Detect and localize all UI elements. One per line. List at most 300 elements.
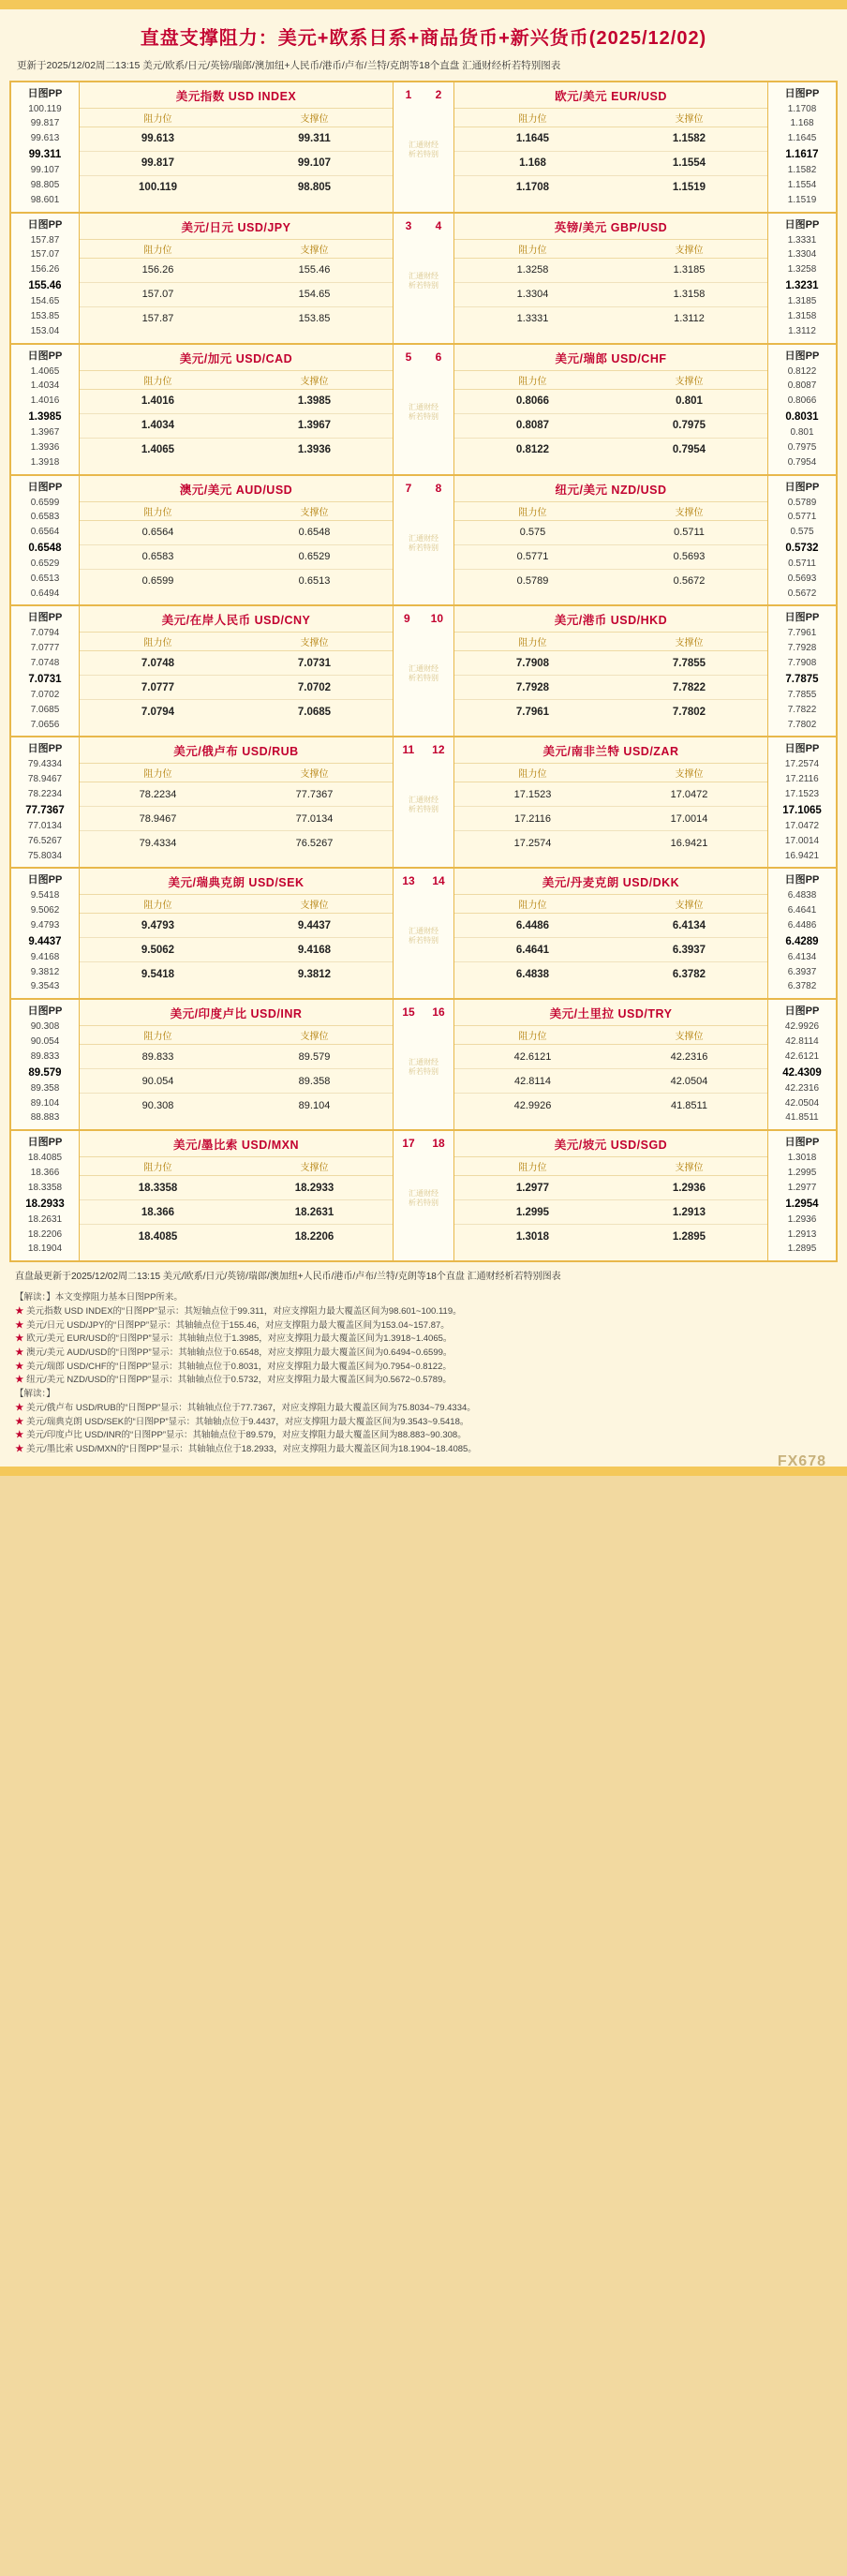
index-right: 10 [430,612,443,626]
table-row [80,152,393,176]
pivot-level: 18.2933 [25,1198,65,1210]
table-row [454,1176,767,1200]
pivot-level: 1.1645 [787,133,817,144]
side-header: 日图PP [784,1005,820,1018]
support-value: 99.107 [297,157,332,170]
side-header: 日图PP [784,874,820,886]
side-header: 日图PP [784,612,820,624]
pivot-level: 7.7908 [787,658,817,669]
support-value: 42.0504 [670,1075,708,1087]
pivot-level: 0.5672 [787,588,817,599]
resistance-value: 0.8066 [515,395,550,408]
column-header: 阻力位 [143,769,172,781]
support-value: 0.7954 [672,444,706,456]
column-header: 阻力位 [518,901,547,912]
pair-title: 纽元/美元 NZD/USD [555,483,667,497]
pivot-level: 42.8114 [785,1036,819,1048]
table-row [454,676,767,700]
pair-title: 澳元/美元 AUD/USD [179,483,293,497]
resistance-value: 1.4016 [141,395,175,408]
table-row [454,782,767,807]
index-left: 11 [402,743,415,757]
pair-block [9,736,838,867]
column-header: 阻力位 [518,245,547,256]
pivot-level: 1.3112 [788,325,816,336]
center-index-column [394,345,453,474]
explain-line: ★ 美元/印度卢比 USD/INR的“日图PP”显示：其轴轴点位于89.579，对应支撑阻力最大覆盖区间为88.883~90.308。 [15,1430,467,1441]
resistance-value: 99.613 [141,133,175,145]
support-value: 98.805 [297,182,332,194]
side-header: 日图PP [784,743,820,755]
side-header: 日图PP [784,1137,820,1149]
column-header: 阻力位 [518,113,547,125]
pivot-level: 1.3158 [787,310,817,321]
right-pair-table [453,82,768,212]
resistance-support-header [80,632,393,651]
pair-title: 美元/坡元 USD/SGD [554,1139,668,1153]
pivot-level: 99.817 [30,118,60,129]
table-row [454,962,767,986]
explain-title-1: 【解读：】本文变撑阻力基本日图PP所来。 [15,1292,183,1303]
pivot-level: 0.5789 [787,497,817,508]
pivot-level: 6.4486 [787,919,817,931]
pair-title: 美元/印度卢比 USD/INR [170,1007,303,1021]
pair-block [9,998,838,1129]
left-pivot-column [11,1131,79,1260]
pivot-level: 1.2977 [787,1182,817,1193]
table-row [80,545,393,570]
table-row [80,521,393,545]
left-pivot-column [11,869,79,998]
pivot-level: 98.601 [30,194,60,205]
support-value: 18.2631 [294,1206,334,1218]
pivot-level: 9.5418 [30,890,60,901]
pivot-level: 6.4641 [787,905,817,916]
pivot-level: 98.805 [30,180,60,191]
pivot-level: 76.5267 [27,835,63,846]
index-left: 15 [402,1005,415,1020]
pivot-level: 9.4437 [28,935,62,947]
pivot-level: 1.3918 [30,456,60,468]
table-row [454,127,767,152]
index-right: 14 [432,874,445,888]
support-value: 153.85 [298,313,331,325]
resistance-value: 0.8087 [515,420,550,432]
column-header: 支撑位 [300,113,329,125]
left-pair-table [79,82,394,212]
resistance-value: 7.7928 [515,681,550,693]
resistance-value: 157.87 [141,313,174,325]
right-pair-table [453,345,768,474]
right-pivot-column [768,476,836,605]
center-index-column [394,82,453,212]
support-value: 89.579 [298,1050,331,1063]
resistance-value: 9.4793 [141,919,175,931]
pivot-level: 100.119 [28,103,62,114]
block-index-numbers [394,869,453,887]
side-header: 日图PP [27,1005,63,1018]
pivot-level: 99.311 [28,149,62,161]
pivot-level: 0.575 [790,527,814,538]
table-row [80,1045,393,1069]
support-value: 7.0685 [297,706,332,718]
support-value: 9.4168 [297,944,332,956]
support-value: 7.7855 [672,657,706,669]
pivot-level: 1.3258 [787,264,817,275]
support-value: 7.7822 [672,681,706,693]
resistance-value: 7.0777 [141,681,175,693]
pair-title: 美元/土里拉 USD/TRY [549,1007,673,1021]
column-header: 支撑位 [675,769,704,781]
table-row [454,152,767,176]
pair-title: 美元/日元 USD/JPY [181,220,291,234]
pivot-level: 157.07 [30,249,60,261]
right-pair-table [453,606,768,736]
side-header: 日图PP [27,612,63,624]
index-right: 18 [432,1137,445,1151]
explain-line: ★ 美元/墨比索 USD/MXN的“日图PP”显示：其轴轴点位于18.2933，对应支撑阻力最大覆盖区间为18.1904~18.4085。 [15,1444,477,1455]
pair-title: 美元/瑞郎 USD/CHF [555,351,667,365]
pivot-level: 90.054 [30,1036,60,1048]
explain-line: ★ 美元/瑞典克朗 USD/SEK的“日图PP”显示：其轴轴点位于9.4437，对应支撑阻力最大覆盖区间为9.3543~9.5418。 [15,1416,469,1427]
resistance-value: 1.4034 [141,420,175,432]
page-title: 直盘支撑阻力：美元+欧系日系+商品货币+新兴货币(2025/12/02) [0,9,847,57]
pivot-level: 0.5732 [785,542,819,554]
left-pivot-column [11,1000,79,1129]
pivot-level: 1.4034 [30,380,60,392]
column-header: 阻力位 [143,507,172,518]
block-index-numbers [394,82,453,101]
support-value: 41.8511 [671,1099,707,1111]
support-value: 1.2936 [672,1182,706,1194]
support-value: 1.3112 [674,313,705,325]
source-watermark: 汇通财经 析若特别 [409,1058,438,1077]
pivot-level: 6.4838 [787,890,817,901]
pair-title: 美元/瑞典克朗 USD/SEK [168,876,305,890]
table-row [80,938,393,962]
resistance-value: 1.1645 [515,133,550,145]
pivot-level: 90.308 [30,1021,60,1033]
resistance-support-header [454,501,767,521]
support-value: 1.1582 [672,133,706,145]
pivot-level: 1.3304 [787,249,817,261]
column-header: 支撑位 [300,769,329,781]
right-pivot-column [768,1000,836,1129]
pivot-level: 78.2234 [27,788,63,799]
center-index-column [394,476,453,605]
index-left: 17 [402,1137,415,1151]
support-value: 18.2933 [294,1182,334,1194]
resistance-support-header [80,239,393,259]
resistance-value: 0.6599 [141,575,174,587]
pivot-level: 9.3543 [30,981,60,992]
column-header: 阻力位 [518,638,547,649]
pair-title: 欧元/美元 EUR/USD [555,89,667,103]
column-header: 支撑位 [300,1163,329,1174]
left-pair-table [79,1131,394,1260]
table-row [80,570,393,593]
table-row [454,283,767,307]
resistance-value: 78.9467 [139,812,177,825]
table-row [80,831,393,855]
resistance-value: 1.3258 [516,264,549,276]
resistance-support-header [80,1025,393,1045]
table-row [454,807,767,831]
support-value: 0.5693 [673,551,706,562]
pivot-level: 7.7928 [787,643,817,654]
pair-title: 美元/丹麦克朗 USD/DKK [542,876,680,890]
support-value: 0.801 [676,395,703,408]
resistance-value: 6.4641 [515,944,550,956]
table-row [80,914,393,938]
source-watermark: 汇通财经 析若特别 [409,271,438,290]
side-header: 日图PP [784,481,820,493]
support-value: 89.358 [298,1075,331,1087]
support-value: 77.0134 [295,812,334,825]
resistance-value: 157.07 [141,289,174,301]
pivot-level: 1.2995 [787,1167,817,1178]
explain-line: ★ 美元/俄卢布 USD/RUB的“日图PP”显示：其轴轴点位于77.7367，对应支撑阻力最大覆盖区间为75.8034~79.4334。 [15,1402,476,1413]
pivot-level: 99.107 [30,165,60,176]
center-index-column [394,1000,453,1129]
resistance-value: 42.6121 [513,1050,552,1063]
right-pivot-column [768,1131,836,1260]
pair-block [9,343,838,474]
column-header: 阻力位 [143,1163,172,1174]
pivot-level: 18.3358 [27,1182,63,1193]
left-pair-table [79,869,394,998]
resistance-value: 79.4334 [139,837,177,849]
explain-line: ★ 纽元/美元 NZD/USD的“日图PP”显示：其轴轴点位于0.5732，对应支撑阻力最大覆盖区间为0.5672~0.5789。 [15,1375,452,1386]
pivot-level: 42.4309 [782,1066,822,1079]
pivot-level: 18.2631 [27,1214,63,1225]
explanation-section [0,1288,847,1467]
column-header: 支撑位 [300,901,329,912]
right-pair-table [453,214,768,343]
pivot-level: 153.04 [30,325,60,336]
column-header: 支撑位 [300,507,329,518]
pivot-level: 9.5062 [30,905,60,916]
side-header: 日图PP [784,218,820,231]
resistance-value: 156.26 [141,264,174,276]
pivot-level: 7.0685 [30,704,60,715]
resistance-value: 90.308 [141,1099,174,1111]
explain-line: ★ 澳元/美元 AUD/USD的“日图PP”显示：其轴轴点位于0.6548，对应支撑阻力最大覆盖区间为0.6494~0.6599。 [15,1348,453,1358]
resistance-value: 7.0794 [141,706,175,718]
block-index-numbers [394,1131,453,1150]
support-value: 0.7975 [672,420,706,432]
pivot-level: 1.3331 [787,234,817,246]
pivot-level: 6.3937 [787,966,817,977]
decorative-bottom-border [0,1467,847,1476]
explain-line: ★ 美元/日元 USD/JPY的“日图PP”显示：其轴轴点位于155.46，对应支撑阻力最大覆盖区间为153.04~157.87。 [15,1319,450,1331]
support-value: 1.3985 [297,395,332,408]
pivot-level: 41.8511 [785,1112,819,1124]
column-header: 支撑位 [675,901,704,912]
center-index-column [394,214,453,343]
support-value: 1.3936 [297,444,332,456]
pivot-level: 42.2316 [784,1082,820,1094]
pivot-level: 0.7954 [787,456,817,468]
resistance-value: 17.2116 [514,812,551,825]
table-row [80,1069,393,1094]
pivot-level: 0.6513 [30,573,60,584]
explain-line: ★ 欧元/美元 EUR/USD的“日图PP”显示：其轴轴点位于1.3985，对应支撑阻力最大覆盖区间为1.3918~1.4065。 [15,1333,453,1345]
source-watermark: 汇通财经 析若特别 [409,927,438,946]
pivot-level: 18.2206 [27,1228,63,1240]
resistance-value: 18.3358 [138,1182,178,1194]
column-header: 支撑位 [675,638,704,649]
table-row [80,127,393,152]
column-header: 支撑位 [675,507,704,518]
resistance-support-header [80,501,393,521]
table-row [454,1225,767,1248]
index-right: 4 [435,218,442,232]
resistance-value: 1.3018 [515,1230,550,1243]
resistance-value: 78.2234 [139,788,177,800]
resistance-support-header [454,632,767,651]
resistance-support-header [454,108,767,127]
pair-block [9,1129,838,1262]
support-value: 1.3185 [673,264,706,276]
pair-title: 美元/在岸人民币 USD/CNY [161,614,311,628]
table-row [454,1094,767,1117]
table-row [454,439,767,462]
pivot-level: 0.5771 [787,512,817,523]
column-header: 阻力位 [143,901,172,912]
support-value: 6.3937 [672,944,706,956]
source-watermark: 汇通财经 析若特别 [409,402,438,421]
resistance-support-header [454,370,767,390]
pivot-level: 77.7367 [25,804,65,816]
pivot-level: 18.4085 [27,1153,63,1164]
right-pivot-column [768,869,836,998]
column-header: 阻力位 [518,1032,547,1043]
resistance-value: 9.5418 [141,968,175,980]
pair-block [9,212,838,343]
support-value: 0.6548 [298,527,331,538]
pivot-level: 1.2895 [787,1243,817,1255]
table-row [454,545,767,570]
left-pivot-column [11,476,79,605]
column-header: 支撑位 [675,376,704,387]
support-value: 17.0472 [670,788,708,800]
resistance-support-header [454,894,767,914]
right-pair-table [453,737,768,867]
pivot-level: 1.2954 [785,1198,819,1210]
table-row [80,283,393,307]
support-value: 154.65 [298,289,331,301]
support-value: 1.2895 [672,1230,706,1243]
column-header: 阻力位 [518,1163,547,1174]
index-right: 16 [432,1005,445,1020]
source-watermark: 汇通财经 析若特别 [409,796,438,814]
index-left: 13 [402,874,415,888]
pivot-level: 9.4793 [30,919,60,931]
pair-block [9,604,838,736]
pivot-level: 78.9467 [27,774,63,785]
resistance-value: 0.6583 [141,551,174,562]
pivot-level: 42.6121 [784,1050,820,1062]
pivot-level: 0.6564 [30,527,60,538]
support-value: 7.7802 [672,706,706,718]
table-row [80,700,393,723]
left-pair-table [79,214,394,343]
resistance-value: 0.5771 [516,551,549,562]
right-pair-table [453,1131,768,1260]
resistance-support-header [80,894,393,914]
support-value: 1.3967 [297,420,332,432]
pivot-level: 7.0794 [30,628,60,639]
table-row [80,439,393,462]
pivot-level: 7.0656 [30,719,60,730]
table-row [454,521,767,545]
resistance-value: 89.833 [141,1050,174,1063]
index-right: 8 [435,481,442,495]
pivot-level: 79.4334 [27,759,63,770]
pivot-level: 157.87 [30,234,60,246]
table-row [80,259,393,283]
pivot-level: 0.8122 [787,365,817,377]
table-row [80,651,393,676]
block-index-numbers [394,214,453,232]
table-row [454,938,767,962]
side-header: 日图PP [27,743,63,755]
pair-title: 美元/俄卢布 USD/RUB [173,745,299,759]
pivot-level: 42.0504 [784,1097,820,1109]
side-header: 日图PP [27,481,63,493]
index-left: 5 [405,350,412,364]
pivot-level: 0.801 [790,427,814,439]
table-row [454,414,767,439]
pivot-level: 7.7822 [787,704,817,715]
right-pivot-column [768,82,836,212]
resistance-value: 0.6564 [141,527,174,538]
pivot-level: 1.168 [790,118,814,129]
pivot-level: 1.1582 [787,165,817,176]
column-header: 支撑位 [300,376,329,387]
fx678-watermark: FX678 [777,1452,826,1469]
page-subtitle: 更新于2025/12/02周二13:15 美元/欧系/日元/英镑/瑞郎/澳加纽+人民币/港币/卢布/兰特/克朗等18个直盘 汇通财经析若特别图表 [0,57,847,81]
pivot-level: 1.3231 [785,280,819,292]
decorative-top-border [0,0,847,9]
block-index-numbers [394,476,453,495]
table-row [454,914,767,938]
table-row [80,782,393,807]
resistance-support-header [80,1156,393,1176]
resistance-value: 17.1523 [513,788,552,800]
pivot-level: 17.0014 [784,835,820,846]
pair-title: 美元指数 USD INDEX [175,89,297,103]
resistance-value: 1.168 [519,157,546,170]
pivot-level: 1.1708 [787,103,817,114]
resistance-value: 1.1708 [515,182,550,194]
left-pivot-column [11,345,79,474]
pivot-level: 77.0134 [27,820,63,831]
pivot-level: 0.6583 [30,512,60,523]
pivot-level: 1.3985 [28,410,62,423]
table-row [454,831,767,855]
pivot-level: 89.104 [30,1097,60,1109]
pivot-level: 7.7802 [787,719,817,730]
left-pair-table [79,1000,394,1129]
pivot-level: 7.0748 [30,658,60,669]
pivot-level: 6.3782 [787,981,817,992]
support-value: 17.0014 [670,812,708,825]
table-row [454,390,767,414]
table-row [454,1045,767,1069]
pair-block [9,474,838,605]
